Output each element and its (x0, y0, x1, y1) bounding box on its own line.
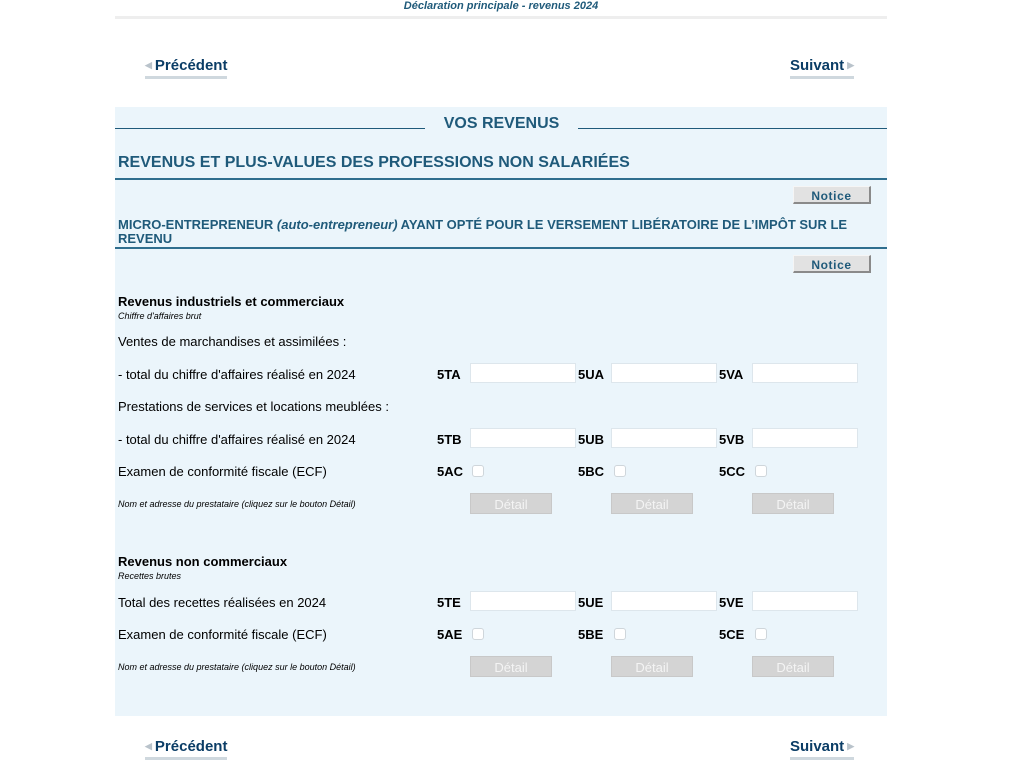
code-5ue: 5UE (578, 595, 604, 610)
input-5va[interactable] (752, 363, 858, 383)
code-5ua: 5UA (578, 367, 605, 382)
sales-label: Ventes de marchandises et assimilées : (118, 334, 347, 349)
bnc-subtitle: Recettes brutes (118, 571, 182, 581)
arrow-left-icon: ◀ (145, 741, 152, 751)
code-5ve: 5VE (719, 595, 744, 610)
checkbox-5ce[interactable] (755, 628, 767, 640)
detail-button-5ac[interactable]: Détail (470, 493, 552, 514)
arrow-left-icon: ◀ (145, 60, 152, 70)
section-title (115, 115, 887, 133)
page-header-title: Déclaration principale - revenus 2024 (403, 0, 599, 12)
input-5te[interactable] (470, 591, 576, 611)
next-link-top[interactable] (790, 57, 854, 79)
input-5ub[interactable] (611, 428, 717, 448)
detail-button-5ae[interactable]: Détail (470, 656, 552, 677)
checkbox-5bc[interactable] (614, 465, 626, 477)
checkbox-5ae[interactable] (472, 628, 484, 640)
bnc-provider-note: Nom et adresse du prestataire (cliquez sur le bouton Détail) (118, 662, 356, 672)
checkbox-5cc[interactable] (755, 465, 767, 477)
code-5va: 5VA (719, 367, 744, 382)
sales-total-label: - total du chiffre d'affaires réalisé en 2024 (118, 367, 356, 382)
bic-provider-note: Nom et adresse du prestataire (cliquez sur le bouton Détail) (118, 499, 356, 509)
notice-button-subcategory[interactable]: Notice (793, 255, 871, 273)
code-5vb: 5VB (719, 432, 745, 447)
arrow-right-icon: ▶ (847, 741, 855, 751)
input-5vb[interactable] (752, 428, 858, 448)
header-divider (115, 16, 887, 19)
previous-label: Précédent (154, 738, 228, 755)
code-5bc: 5BC (578, 464, 605, 479)
notice-button-category[interactable]: Notice (793, 186, 871, 204)
input-5ue[interactable] (611, 591, 717, 611)
bic-title: Revenus industriels et commerciaux (118, 294, 345, 309)
previous-label: Précédent (154, 57, 228, 74)
services-total-label: - total du chiffre d'affaires réalisé en 2024 (118, 432, 356, 447)
previous-link-bottom[interactable] (145, 738, 227, 760)
title-rule-left (115, 128, 425, 129)
input-5ua[interactable] (611, 363, 717, 383)
input-5ve[interactable] (752, 591, 858, 611)
bic-ecf-label: Examen de conformité fiscale (ECF) (118, 464, 327, 479)
code-5be: 5BE (578, 627, 604, 642)
arrow-right-icon: ▶ (847, 60, 855, 70)
input-5ta[interactable] (470, 363, 576, 383)
subheading-part-2: (auto-entrepreneur) (276, 217, 398, 232)
services-label: Prestations de services et locations meublées : (118, 399, 389, 414)
detail-button-5cc[interactable]: Détail (752, 493, 834, 514)
subheading-part-1: MICRO-ENTREPRENEUR (118, 217, 277, 232)
detail-button-5ce[interactable]: Détail (752, 656, 834, 677)
next-link-bottom[interactable] (790, 738, 854, 760)
code-5ub: 5UB (578, 432, 605, 447)
subcategory-heading (118, 218, 886, 246)
next-label: Suivant (790, 738, 845, 755)
subcategory-divider (115, 247, 887, 249)
checkbox-5ac[interactable] (472, 465, 484, 477)
income-form-panel (115, 107, 887, 716)
code-5ae: 5AE (437, 627, 463, 642)
category-divider (115, 178, 887, 180)
detail-button-5bc[interactable]: Détail (611, 493, 693, 514)
bnc-total-label: Total des recettes réalisées en 2024 (118, 595, 327, 610)
next-label: Suivant (790, 57, 845, 74)
code-5tb: 5TB (437, 432, 462, 447)
bnc-ecf-label: Examen de conformité fiscale (ECF) (118, 627, 327, 642)
detail-button-5be[interactable]: Détail (611, 656, 693, 677)
code-5cc: 5CC (719, 464, 746, 479)
subheading-part-3: AYANT OPTÉ POUR LE VERSEMENT LIBÉRATOIRE DE L’IMPÔT SUR LE REVENU (118, 217, 848, 246)
code-5ac: 5AC (437, 464, 464, 479)
title-rule-right (578, 128, 887, 129)
code-5ce: 5CE (719, 627, 745, 642)
input-5tb[interactable] (470, 428, 576, 448)
bnc-title: Revenus non commerciaux (118, 554, 288, 569)
previous-link-top[interactable] (145, 57, 227, 79)
category-heading: REVENUS ET PLUS-VALUES DES PROFESSIONS NON SALARIÉES (118, 154, 630, 171)
section-title-text: VOS REVENUS (443, 115, 560, 132)
checkbox-5be[interactable] (614, 628, 626, 640)
code-5ta: 5TA (437, 367, 461, 382)
bic-subtitle: Chiffre d'affaires brut (118, 311, 202, 321)
code-5te: 5TE (437, 595, 461, 610)
